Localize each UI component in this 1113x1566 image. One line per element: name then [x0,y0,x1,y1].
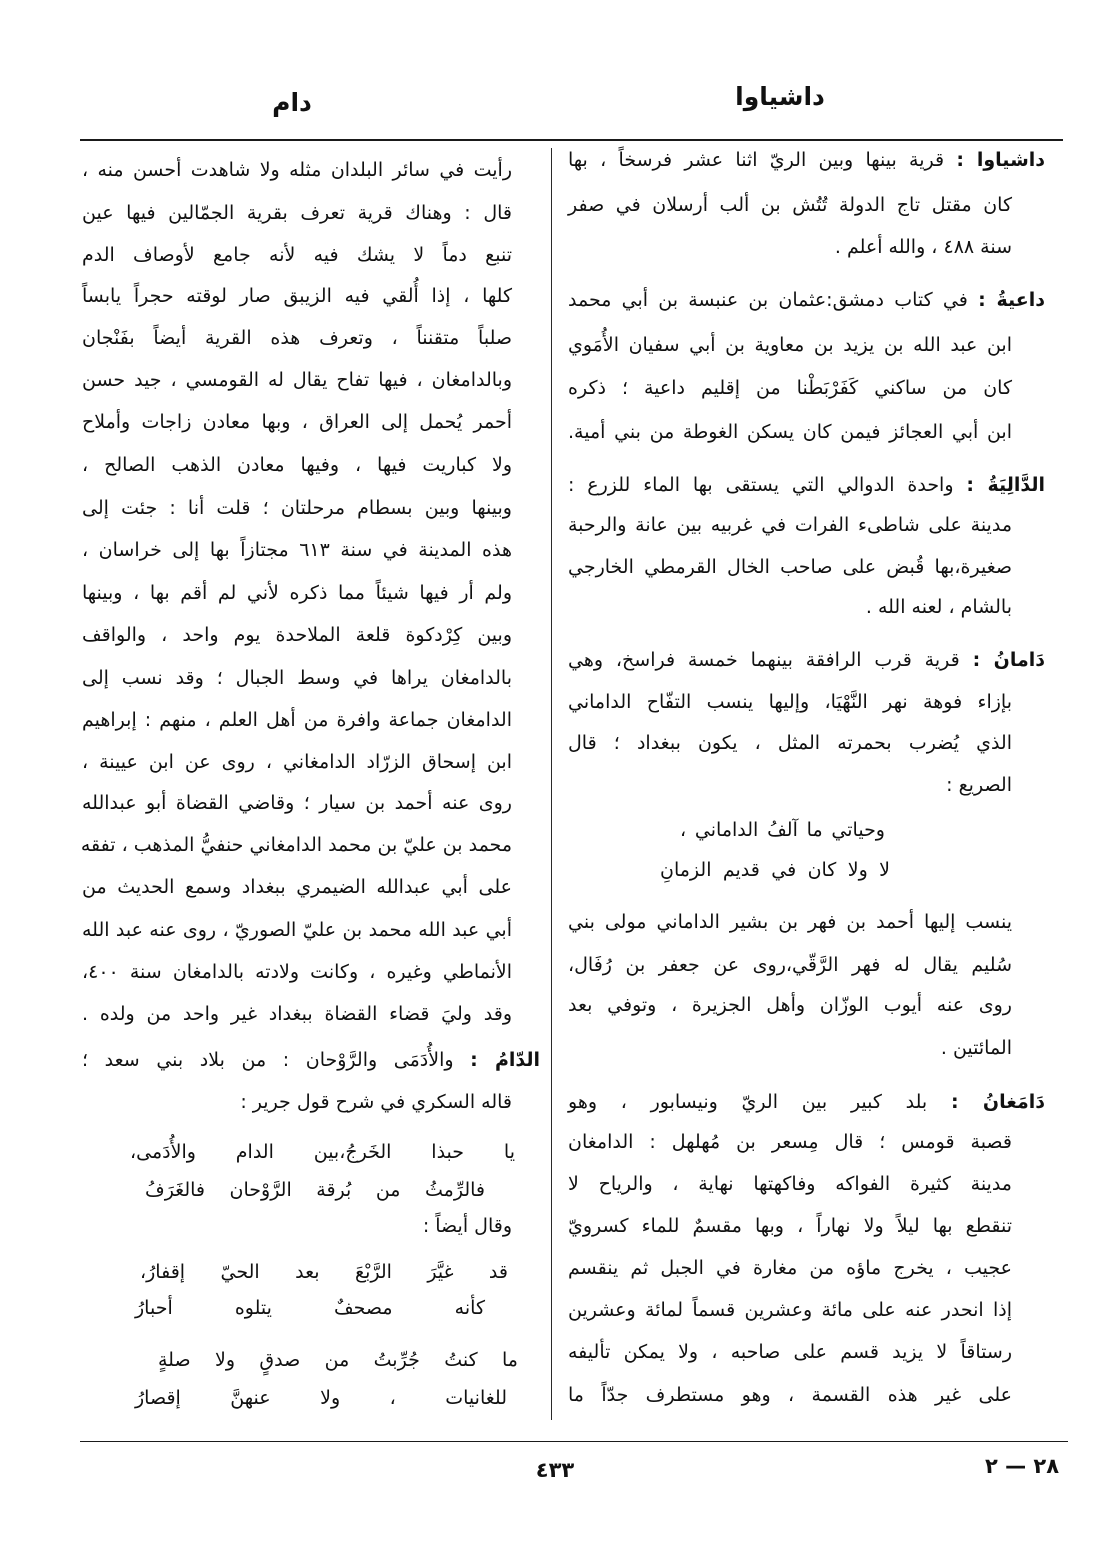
left-col-line: على أبي عبدالله الضيمري ببغداد وسمع الحديث من [82,876,512,898]
entry-text: قرية قرب الرافقة بينهما خمسة فراسخ، وهي [568,649,960,671]
right-col-line: كان مقتل تاج الدولة تُتُش بن ألب أرسلان في صفر [568,194,1012,216]
right-col-line [568,280,1045,320]
left-col-line: أحمر يُحمل إلى العراق ، وبها معادن زاجات وأملاح [82,411,512,433]
verse-line: كأنه مصحفٌ يتلوه أحبارُ [135,1297,485,1319]
verse-line: لا ولا كان في قديم الزمانِ [660,859,890,881]
right-col-line: الذي يُضرب بحمرته المثل ، يكون ببغداد ؛ قال [568,732,1012,754]
left-col-line: كلها ، إذا أُلقي فيه الزيبق صار لوقته حجراً يابساً [82,285,512,307]
left-col-line: روى عنه أحمد بن سيار ؛ وقاضي القضاة أبو عبدالله [82,792,512,814]
left-col-line: وقال أيضاً : [422,1215,512,1237]
headword: دَامانُ : [972,649,1046,671]
entry-text: في كتاب دمشق:عثمان بن عنبسة بن أبي محمد [568,289,968,311]
headword: دَامَغانُ : [950,1091,1045,1113]
verse-line: وحياتي ما آلفُ الداماني ، [680,819,885,841]
right-col-line [568,1082,1045,1122]
left-col-line: تنبع دماً لا يشك فيه لأنه جامع لأوصاف الدم [82,244,512,266]
left-col-line: هذه المدينة في سنة ٦١٣ مجتازاً بها إلى خراسان ، [82,539,512,561]
right-col-line: إذا انحدر عنه على مائة وعشرين قسماً لمائة وعشرين [568,1299,1012,1321]
page-number: ٤٣٣ [535,1458,575,1482]
entry-text: بلد كبير بين الريّ ونيسابور ، وهو [568,1091,928,1113]
left-col-line: صلباً متقنناً ، وتعرف هذه القرية أيضاً بفَنْجان [82,327,512,349]
left-col-line: ولا كباريت فيها ، وفيها معادن الذهب الصالح ، [82,454,512,476]
left-col-line: بالدامغان يراها في وسط الجبال ؛ وقد نسب إلى [82,667,512,689]
left-col-line: الدامغان جماعة وافرة من أهل العلم ، منهم : إبراهيم [82,709,512,731]
right-col-line: صغيرة،بها قُبض على صاحب الخال القرمطي الخارجي [568,556,1012,578]
right-col-line: ابن عبد الله بن يزيد بن معاوية بن أبي سفيان الأُمَوي [568,334,1012,356]
left-col-line [82,1040,540,1080]
right-col-line [568,140,1045,180]
entry-text: والأُدَمَى والرَّوْحان : من بلاد بني سعد ؛ [82,1049,454,1071]
verse-line: يا حبذا الخَرجُ،بين الدام والأُدَمى، [130,1141,515,1163]
right-col-line: قصبة قومس ؛ قال مِسعر بن مُهلهل : الدامغان [568,1131,1012,1153]
right-col-line: بإزاء فوهة نهر النَّهْيَا، وإليها ينسب التفّاح الداماني [568,691,1012,713]
right-col-line: مدينة على شاطىء الفرات في غربيه بين عانة والرحبة [568,514,1012,536]
right-col-line: سُليم يقال له فهر الرَّقّي،روى عن جعفر بن رُفَال، [568,954,1012,976]
right-col-line: الصريع : [946,774,1012,796]
left-col-line: ولم أر فيها شيئاً مما ذكره لأني لم أقم بها ، وبينها [82,582,512,604]
right-col-line [568,465,1045,505]
left-col-line: أبي عبد الله محمد بن عليّ الصوريّ ، روى عنه عبد الله [82,919,512,941]
right-col-line: بالشام ، لعنه الله . [865,596,1012,618]
running-head-left: دام [272,88,312,117]
right-col-line: ابن أبي العجائز فيمن كان يسكن الغوطة من بني أمية. [568,421,1012,443]
left-col-line: وبينها وبين بسطام مرحلتان ؛ قلت أنا : جئت إلى [82,497,512,519]
right-col-line: مدينة كثيرة الفواكه وفاكهتها نهاية ، والرياح لا [568,1173,1012,1195]
right-col-line: ينسب إليها أحمد بن فهر بن بشير الداماني مولى بني [568,911,1012,933]
right-col-line: عجيب ، يخرج ماؤه من مغارة في الجبل ثم ينقسم [568,1257,1012,1279]
left-col-line: محمد بن عليّ بن محمد الدامغاني حنفيُّ المذهب ، تفقه [80,834,512,856]
entry-text: قرية بينها وبين الريّ اثنا عشر فرسخاً ، بها [568,149,945,171]
left-col-line: قال : وهناك قرية تعرف بقرية الجمّالين فيها عين [82,202,512,224]
right-col-line: روى عنه أيوب الوزّان وأهل الجزيرة ، وتوفي بعد [568,994,1012,1016]
left-col-line: رأيت في سائر البلدان مثله ولا شاهدت أحسن منه ، [82,159,512,181]
right-col-line: كان من ساكني كَفَرْبَطْنا من إقليم داعية ؛ ذكره [568,377,1012,399]
headword: داعيةُ : [978,289,1045,311]
right-col-line: على غير هذه القسمة ، وهو مستطرف جدّاً ما [568,1384,1012,1406]
column-divider [551,148,552,1420]
signature-mark: ٢٨ — ٢ [984,1454,1060,1478]
left-col-line: ابن إسحاق الزرّاد الدامغاني ، روى عن ابن عيينة ، [82,751,512,773]
headword: الدّامُ : [470,1049,541,1071]
footer-rule [80,1441,1068,1442]
left-col-line: وبين كِرْدكوة قلعة الملاحدة يوم واحد ، والواقف [82,624,512,646]
headword: داشياوا : [956,149,1046,171]
right-col-line: سنة ٤٨٨ ، والله أعلم . [834,236,1012,258]
right-col-line [568,640,1045,680]
right-col-line: المائتين . [940,1037,1012,1059]
verse-line: للغانيات ، ولا عنهنَّ إقصارُ [135,1387,507,1409]
right-col-line: رستاقاً لا يزيد قسم على صاحبه ، ولا يمكن تأليفه [568,1341,1012,1363]
left-col-line: الأنماطي وغيره ، وكانت ولادته بالدامغان سنة ٤٠٠، [82,961,512,983]
left-col-line: وبالدامغان ، فيها تفاح يقال له القومسي ، جيد حسن [82,369,512,391]
headword: الدَّالِيَةُ : [966,474,1045,496]
verse-line: فالرِّمثُ من بُرقة الرَّوْحان فالغَرَفُ [145,1179,485,1201]
verse-line: ما كنتُ جُرِّبتُ من صدقٍ ولا صلةٍ [158,1349,518,1371]
right-col-line: تنقطع بها ليلاً ولا نهاراً ، وبها مقسمٌ للماء كسرويّ [568,1215,1012,1237]
running-head-right: داشياوا [735,82,825,111]
entry-text: واحدة الدوالي التي يستقى بها الماء للزرع : [568,474,954,496]
left-col-line: قاله السكري في شرح قول جرير : [240,1091,512,1113]
verse-line: قد غيَّرَ الرَّبْعَ بعد الحيّ إقفارُ، [140,1261,508,1283]
left-col-line: وقد وليَ قضاء القضاة ببغداد غير واحد من ولده . [82,1003,512,1025]
